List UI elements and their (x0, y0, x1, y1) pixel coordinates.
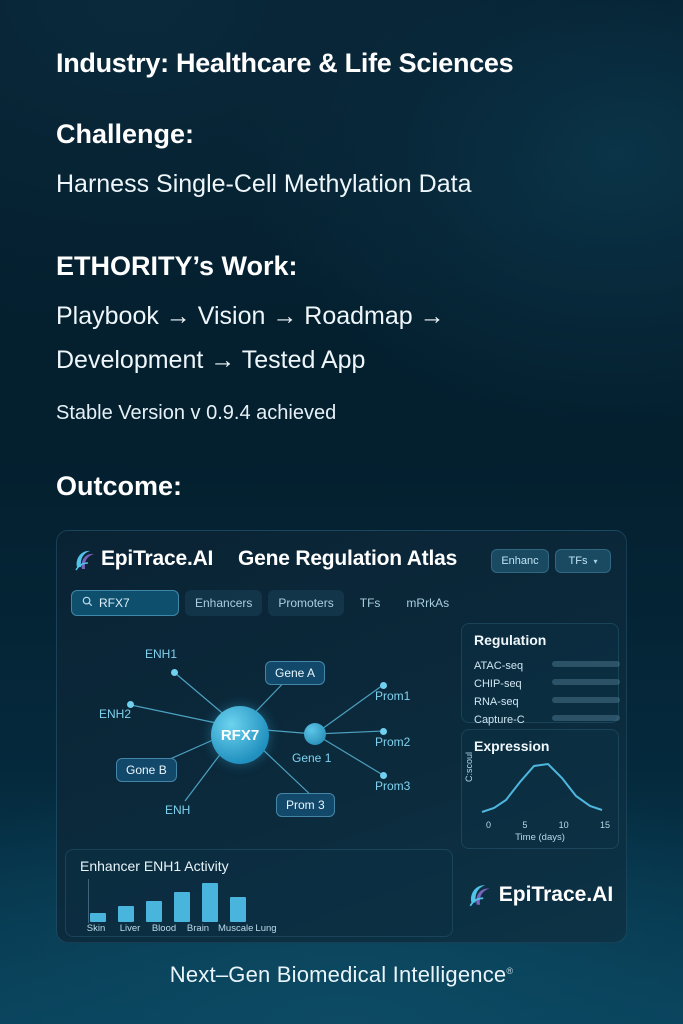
node-dot-prom3 (380, 772, 387, 779)
tab-promoters[interactable] (268, 590, 343, 616)
regulation-row-capture (474, 710, 614, 724)
node-gene1-circle[interactable] (304, 723, 326, 745)
regulation-track-atac (552, 661, 620, 667)
app-brand-name: EpiTrace.AI (101, 547, 214, 570)
node-pill-gone-b[interactable] (116, 758, 177, 782)
header-chip-enhancers-label: Enhanc (501, 555, 539, 567)
node-label-enh2[interactable]: ENH2 (99, 707, 132, 721)
node-pill-prom-3[interactable] (276, 793, 335, 817)
expression-tick-10: 10 (558, 820, 569, 830)
node-label-enh[interactable]: ENH (165, 803, 191, 817)
regulation-label-rna: RNA-seq (474, 696, 519, 708)
tab-tfs[interactable] (350, 590, 391, 616)
regulation-panel (461, 623, 619, 726)
work-line-2: Development → Tested App (56, 346, 366, 374)
node-rfx7-label: RFX7 (220, 726, 260, 744)
node-label-enh1[interactable]: ENH1 (145, 647, 178, 661)
tab-enhancers[interactable] (185, 590, 262, 616)
tab-enhancers-label: Enhancers (195, 596, 253, 610)
bar-label-lung: Lung (255, 923, 277, 934)
bar-skin (90, 913, 106, 922)
search-input[interactable] (71, 590, 179, 616)
regulation-title: Regulation (474, 632, 547, 648)
app-mockup-card (56, 530, 627, 943)
enhancer-activity-panel (65, 849, 453, 937)
regulation-row-rna (474, 692, 614, 706)
expression-tick-15: 15 (599, 820, 610, 830)
node-label-prom3[interactable]: Prom3 (375, 779, 411, 793)
regulation-label-atac: ATAC-seq (474, 660, 524, 672)
node-pill-gone-b-label: Gone B (126, 763, 167, 777)
registered-mark: ® (506, 965, 514, 976)
bar-liver (118, 906, 134, 922)
header-chip-enhancers[interactable] (491, 549, 549, 573)
tab-mrrkas[interactable] (396, 590, 459, 616)
node-pill-gene-a-label: Gene A (275, 666, 316, 680)
bar-chart-y-axis (88, 879, 89, 923)
regulation-label-capture: Capture-C (474, 714, 525, 726)
expression-title: Expression (474, 738, 550, 754)
tab-mrrkas-label: mRrkAs (406, 596, 450, 610)
bar-label-blood: Blood (151, 923, 177, 934)
search-icon (82, 596, 93, 610)
bar-chart-bars (90, 882, 330, 922)
expression-x-ticks (486, 820, 610, 830)
app-footer-logo (461, 857, 619, 933)
bar-muscale (202, 883, 218, 922)
bar-label-brain: Brain (186, 923, 210, 934)
page-footer (0, 962, 683, 988)
epitrace-logo-icon (73, 547, 97, 573)
bar-chart-labels (82, 923, 340, 934)
node-dot-prom2 (380, 728, 387, 735)
work-line-1: Playbook → Vision → Roadmap → (56, 302, 445, 330)
regulation-track-capture (552, 715, 620, 721)
expression-line-chart (476, 756, 608, 818)
regulation-track-rna (552, 697, 620, 703)
gene-network-graph[interactable] (65, 623, 453, 843)
node-label-prom1[interactable]: Prom1 (375, 689, 411, 703)
expression-x-label: Time (days) (515, 832, 565, 843)
bar-label-skin: Skin (86, 923, 106, 934)
expression-tick-0: 0 (486, 820, 492, 830)
node-dot-prom1 (380, 682, 387, 689)
node-rfx7-hub[interactable] (211, 706, 269, 764)
regulation-label-chip: CHIP-seq (474, 678, 522, 690)
regulation-row-atac (474, 656, 614, 670)
bar-brain (174, 892, 190, 922)
node-label-prom2[interactable]: Prom2 (375, 735, 411, 749)
app-tab-bar[interactable] (71, 590, 465, 616)
search-input-value: RFX7 (99, 596, 130, 610)
outcome-heading: Outcome: (56, 471, 183, 501)
tab-tfs-label: TFs (359, 596, 381, 610)
app-title: Gene Regulation Atlas (238, 547, 458, 570)
tab-promoters-label: Promoters (278, 596, 334, 610)
app-header (57, 531, 626, 589)
node-dot-enh1 (171, 669, 178, 676)
bar-label-muscale: Muscale (218, 923, 254, 934)
bar-lung (230, 897, 246, 922)
epitrace-logo-icon-footer (467, 881, 493, 909)
stable-version-text: Stable Version v 0.9.4 achieved (56, 402, 337, 424)
work-heading: ETHORITY’s Work: (56, 251, 298, 281)
app-footer-logo-text: EpiTrace.AI (498, 883, 614, 906)
chevron-down-icon: ▾ (593, 556, 598, 566)
challenge-text: Harness Single-Cell Methylation Data (56, 170, 472, 198)
regulation-row-chip (474, 674, 614, 688)
regulation-track-chip (552, 679, 620, 685)
header-chip-tfs-label: TFs (568, 555, 588, 567)
bar-blood (146, 901, 162, 922)
footer-tagline: Next–Gen Biomedical Intelligence (169, 962, 507, 987)
node-pill-gene-a[interactable] (265, 661, 325, 685)
expression-tick-5: 5 (522, 820, 528, 830)
bar-label-liver: Liver (119, 923, 141, 934)
industry-line: Industry: Healthcare & Life Sciences (56, 48, 514, 78)
enhancer-activity-title: Enhancer ENH1 Activity (80, 858, 229, 874)
node-label-gene1[interactable]: Gene 1 (292, 751, 332, 765)
expression-panel (461, 729, 619, 849)
challenge-heading: Challenge: (56, 119, 195, 149)
node-pill-prom-3-label: Prom 3 (286, 798, 325, 812)
expression-y-label: C:scoul (464, 751, 474, 782)
header-chip-tfs[interactable] (555, 549, 611, 573)
